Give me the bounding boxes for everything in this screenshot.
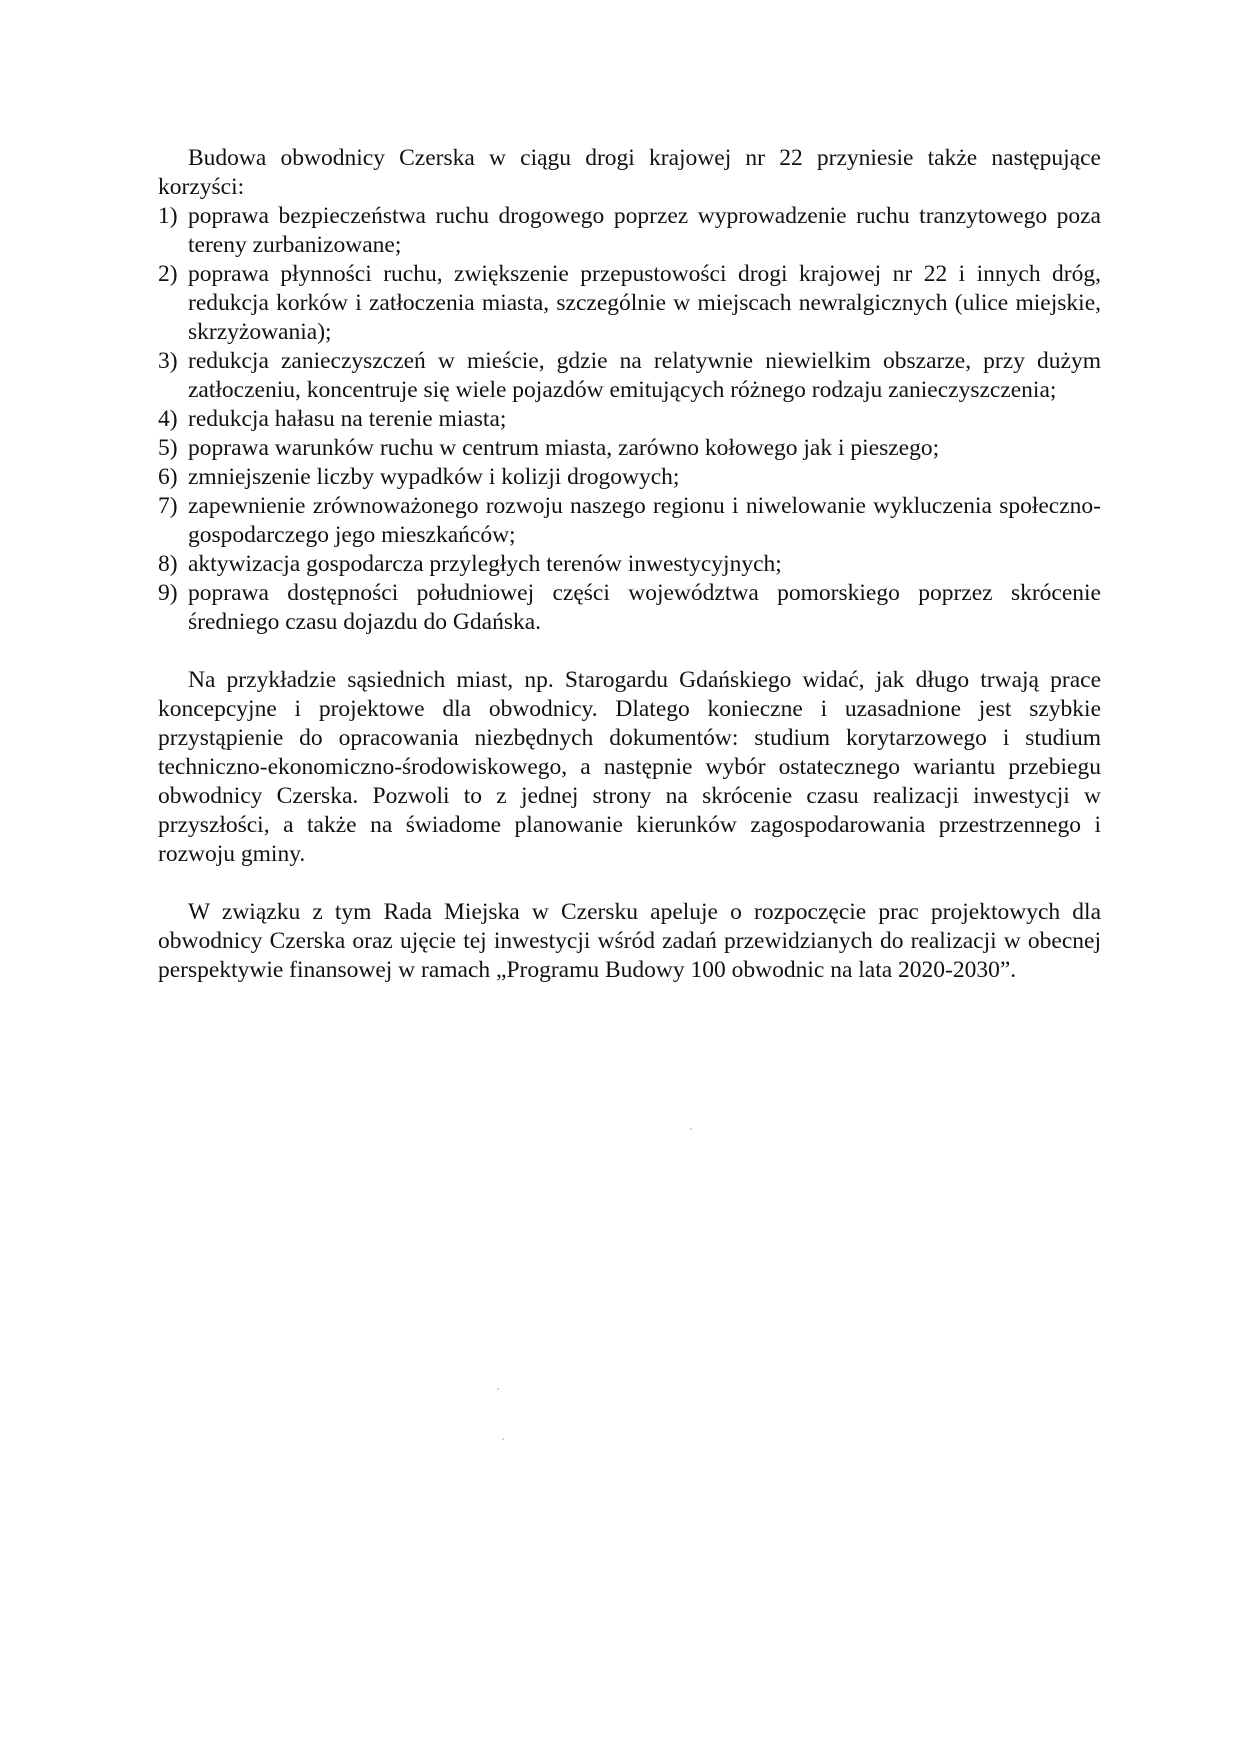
list-item-text: redukcja hałasu na terenie miasta; — [188, 406, 507, 432]
document-body — [158, 144, 1101, 985]
body-paragraph-feasibility: Na przykładzie sąsiednich miast, np. Starogardu Gdańskiego widać, jak długo trwają prace koncepcyjne i projektowe dla obwodnicy. Dlatego konieczne i uzasadnione jest szybkie przystąpienie do opracowania niezbędnych dokumentów: studium korytarzowego i studium techniczno-ekonomiczno-środowiskowego, a następnie wybór ostatecznego wariantu przebiegu obwodnicy Czerska. Pozwoli to z jednej strony na skrócenie czasu realizacji inwestycji w przyszłości, a także na świadome planowanie kierunków zagospodarowania przestrzennego i rozwoju gminy. — [158, 667, 1101, 867]
list-item-number: 3) — [158, 348, 178, 374]
list-item-text: poprawa warunków ruchu w centrum miasta, zarówno kołowego jak i pieszego; — [188, 435, 940, 461]
list-item — [158, 347, 1101, 405]
scan-speck — [502, 1438, 504, 1440]
list-item — [158, 463, 1101, 492]
list-item — [158, 579, 1101, 637]
list-item-number: 6) — [158, 464, 178, 490]
list-item — [158, 550, 1101, 579]
list-item-text: aktywizacja gospodarcza przyległych terenów inwestycyjnych; — [188, 551, 782, 577]
list-item-text: poprawa bezpieczeństwa ruchu drogowego poprzez wyprowadzenie ruchu tranzytowego poza tereny zurbanizowane; — [188, 203, 1101, 258]
list-item — [158, 492, 1101, 550]
scan-speck — [497, 1388, 499, 1390]
list-item — [158, 260, 1101, 347]
scan-speck — [690, 1128, 692, 1130]
list-item-number: 5) — [158, 435, 178, 461]
list-item-number: 8) — [158, 551, 178, 577]
list-item-text: zapewnienie zrównoważonego rozwoju naszego regionu i niwelowanie wykluczenia społeczno-gospodarczego jego mieszkańców; — [188, 493, 1101, 548]
list-item-number: 2) — [158, 261, 178, 287]
list-item-number: 9) — [158, 580, 178, 606]
list-item-number: 1) — [158, 203, 178, 229]
intro-paragraph: Budowa obwodnicy Czerska w ciągu drogi krajowej nr 22 przyniesie także następujące korzyści: — [158, 145, 1101, 200]
list-item-text: zmniejszenie liczby wypadków i kolizji drogowych; — [188, 464, 680, 490]
paragraph-spacer — [158, 637, 1101, 666]
body-paragraph-appeal: W związku z tym Rada Miejska w Czersku apeluje o rozpoczęcie prac projektowych dla obwodnicy Czerska oraz ujęcie tej inwestycji wśród zadań przewidzianych do realizacji w obecnej perspektywie finansowej w ramach „Programu Budowy 100 obwodnic na lata 2020-2030”. — [158, 899, 1101, 983]
benefits-list — [158, 202, 1101, 637]
list-item-number: 4) — [158, 406, 178, 432]
list-item — [158, 405, 1101, 434]
list-item-text: poprawa płynności ruchu, zwiększenie przepustowości drogi krajowej nr 22 i innych dróg, redukcja korków i zatłoczenia miasta, szczególnie w miejscach newralgicznych (ulice miejskie, skrzyżowania); — [188, 261, 1101, 345]
list-item-text: poprawa dostępności południowej części województwa pomorskiego poprzez skrócenie średniego czasu dojazdu do Gdańska. — [188, 580, 1101, 635]
list-item — [158, 202, 1101, 260]
list-item-text: redukcja zanieczyszczeń w mieście, gdzie na relatywnie niewielkim obszarze, przy dużym zatłoczeniu, koncentruje się wiele pojazdów emitujących różnego rodzaju zanieczyszczenia; — [188, 348, 1101, 403]
list-item-number: 7) — [158, 493, 178, 519]
list-item — [158, 434, 1101, 463]
paragraph-spacer — [158, 869, 1101, 898]
